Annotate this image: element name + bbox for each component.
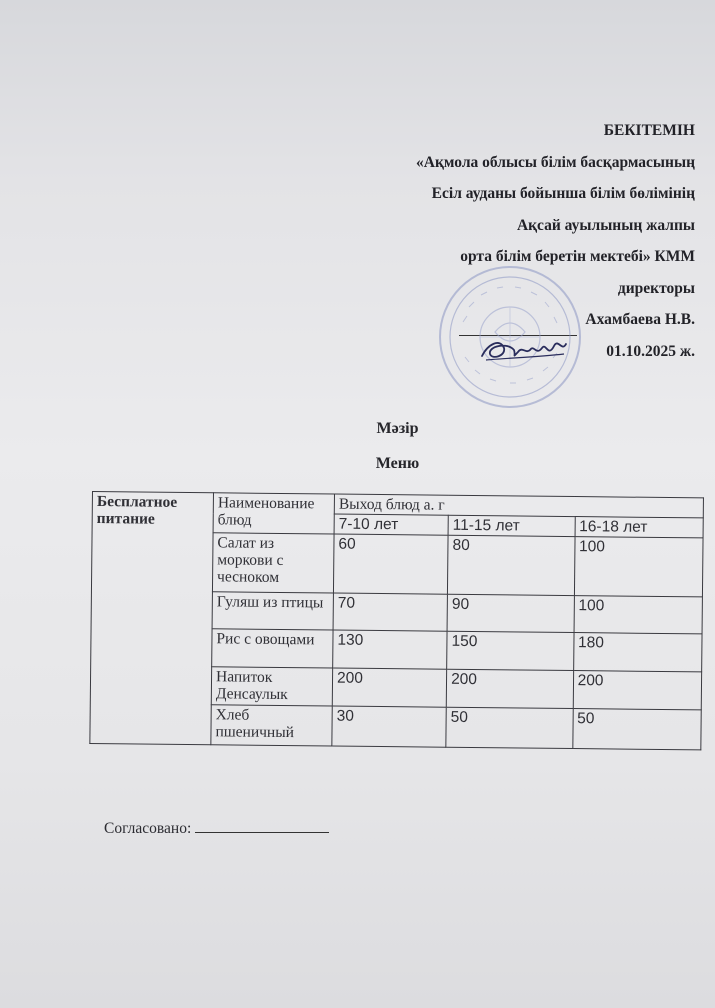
dish-name-header: Наименование блюд	[213, 493, 334, 534]
yield-header: Выход блюд а. г	[334, 494, 703, 518]
director-name: Ахамбаева Н.В.	[585, 311, 695, 328]
portion-value: 100	[574, 596, 703, 634]
agreed-signature-underline	[195, 826, 329, 833]
menu-title-ru: Меню	[375, 455, 420, 472]
dish-name: Рис с овощами	[212, 629, 333, 668]
portion-value: 90	[447, 594, 574, 632]
dish-name: Салат из моркови с чесноком	[212, 533, 334, 593]
portion-value: 200	[573, 671, 702, 710]
portion-value: 180	[573, 633, 702, 672]
portion-value: 200	[332, 668, 446, 707]
portion-value: 200	[446, 669, 573, 708]
dish-name: Гуляш из птицы	[212, 592, 333, 630]
director-signature	[478, 330, 570, 370]
agreed-line	[104, 820, 329, 838]
menu-title-kz: Мәзір	[376, 420, 419, 437]
portion-value: 100	[574, 537, 703, 597]
dish-name: Напиток Денсаулык	[211, 667, 332, 706]
approval-heading: БЕКІТЕМІН	[603, 122, 695, 139]
approval-date: 01.10.2025 ж.	[606, 342, 695, 360]
menu-table	[89, 491, 704, 750]
portion-value: 80	[448, 535, 575, 595]
approval-line: орта білім беретін мектебі» КММ	[460, 248, 695, 265]
portion-value: 150	[447, 631, 574, 670]
dish-name: Хлеб пшеничный	[211, 705, 332, 746]
agreed-label: Согласовано:	[104, 820, 192, 837]
free-meal-cell: Бесплатное питание	[90, 492, 214, 745]
portion-value: 30	[332, 706, 446, 747]
approval-line: Ақсай ауылының жалпы	[516, 216, 695, 234]
portion-value: 50	[572, 709, 701, 750]
age-group-header: 16-18 лет	[575, 517, 704, 538]
age-group-header: 11-15 лет	[448, 515, 575, 536]
approval-line: Есіл ауданы бойынша білім бөлімінің	[431, 185, 695, 202]
portion-value: 130	[333, 630, 447, 669]
approval-line: «Ақмола облысы білім басқармасының	[416, 153, 695, 171]
age-group-header: 7-10 лет	[334, 514, 448, 535]
portion-value: 60	[333, 534, 448, 594]
approval-line: директоры	[617, 279, 695, 297]
portion-value: 50	[446, 707, 573, 748]
portion-value: 70	[333, 593, 447, 631]
